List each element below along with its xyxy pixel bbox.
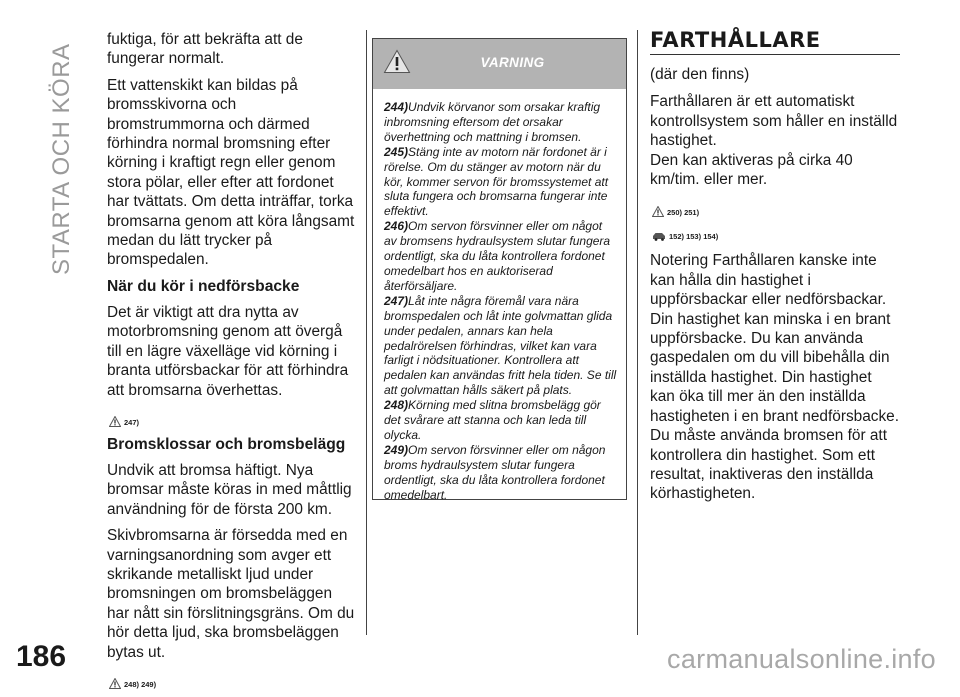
warning-triangle-icon xyxy=(109,416,121,427)
warning-number: 247) xyxy=(384,293,409,308)
warning-header xyxy=(373,39,626,89)
warning-number: 246) xyxy=(384,219,409,234)
reference-numbers: 247) xyxy=(124,417,140,427)
heading-downhill: När du kör i nedförsbacke xyxy=(107,277,300,295)
warning-reference xyxy=(109,669,355,689)
column-braking xyxy=(107,30,355,697)
watermark: carmanualsonline.info xyxy=(667,644,936,674)
section-heading-cruise-control: FARTHÅLLARE xyxy=(650,28,900,55)
paragraph: Undvik att bromsa häftigt. Nya bromsar måste köras in med måttlig användning för de första 200 km. xyxy=(107,461,352,518)
warning-item xyxy=(384,219,618,294)
warning-item xyxy=(384,398,618,443)
warning-text: Stäng inte av motorn när fordonet är i rörelse. Om du stänger av motorn när du kör, kommer servon för bromssystemet att sluta fungera och bromsarna fungerar inte effektivt. xyxy=(384,144,609,219)
warning-item xyxy=(384,100,618,145)
column-divider xyxy=(366,30,367,635)
warning-text: Körning med slitna bromsbelägg gör det svårare att stanna och kan leda till olycka. xyxy=(384,398,601,442)
paragraph: fuktiga, för att bekräfta att de fungerar normalt. xyxy=(107,31,303,68)
warning-reference xyxy=(109,407,355,427)
warning-title: VARNING xyxy=(480,55,545,70)
warning-number: 244) xyxy=(384,100,409,114)
paragraph: (där den finns) xyxy=(650,66,750,83)
note-reference xyxy=(652,221,900,241)
paragraph: Skivbromsarna är försedda med en varningsanordning som avger ett skrikande metalliskt ljud under bromsningen om bromsbeläggen har nått sin förslitningsgräns. Om du hör detta ljud, ska bromsbeläggen bytas ut. xyxy=(107,527,355,661)
column-cruise-control xyxy=(650,28,900,512)
heading-brake-pads: Bromsklossar och bromsbelägg xyxy=(107,435,346,453)
paragraph: Det är viktigt att dra nytta av motorbromsning genom att övergå till en lägre växelläge vid körning i branta utförsbackar för att förhindra att bromsarna överhettas. xyxy=(107,303,349,399)
warning-box xyxy=(372,38,627,500)
warning-list xyxy=(373,89,626,502)
car-icon xyxy=(652,231,666,241)
paragraph: Farthållaren är ett automatiskt kontrollsystem som håller en inställd hastighet. xyxy=(650,93,898,150)
warning-number: 248) xyxy=(384,398,409,413)
warning-text: Om servon försvinner eller om någon broms hydraulsystem slutar fungera ordentligt, ska du låta kontrollera fordonet omedelbart. xyxy=(384,442,606,502)
warning-triangle-icon xyxy=(109,678,121,689)
warning-reference xyxy=(652,197,900,217)
warning-text: Undvik körvanor som orsakar kraftig inbromsning eftersom det orsakar överhettning och mattning i bromsen. xyxy=(384,100,601,144)
reference-numbers: 152) 153) 154) xyxy=(669,232,719,242)
warning-item xyxy=(384,294,618,398)
warning-text: Om servon försvinner eller om något av bromsens hydraulsystem slutar fungera ordentligt, ska du låta kontrollera fordonet omedelbart hos en auktoriserad återförsäljare. xyxy=(384,219,611,293)
column-divider xyxy=(637,30,638,635)
warning-column xyxy=(372,38,627,500)
paragraph: Notering Farthållaren kanske inte kan hålla din hastighet i uppförsbackar eller nedförsbackar. Din hastighet kan minska i en brant uppförsbacke. Du kan använda gaspedalen om du vill bibehålla din inställda hastighet. Din hastighet kan öka till mer än den inställda hastigheten i en brant nedförsbacke. Du måste använda bromsen för att kontrollera din hastighet. Som ett resultat, inaktiveras den inställda körhastigheten. xyxy=(650,252,899,503)
warning-item xyxy=(384,145,618,220)
warning-number: 249) xyxy=(384,442,409,457)
warning-text: Låt inte några föremål vara nära bromspedalen och låt inte golvmattan glida under pedalen, annars kan hela pedalrörelsen förhindras, vilket kan vara farligt i nödsituationer. Kontrollera att pedalen kan användas fritt hela tiden. Se till att golvmattan hålls säkert på plats. xyxy=(384,293,617,398)
reference-numbers: 250) 251) xyxy=(667,208,700,218)
reference-numbers: 248) 249) xyxy=(124,679,157,689)
page-number: 186 xyxy=(16,640,67,673)
warning-number: 245) xyxy=(384,144,409,159)
paragraph: Ett vattenskikt kan bildas på bromsskivorna och bromstrummorna och därmed förhindra normal bromsning efter körning i kraftigt regn eller genom stora pölar, eller efter att fordonet har tvättats. Om detta inträffar, torka bromsarna genom att köra långsamt medan du lätt trycker på bromspedalen. xyxy=(107,76,355,269)
paragraph: Den kan aktiveras på cirka 40 km/tim. eller mer. xyxy=(650,151,853,189)
warning-triangle-icon xyxy=(652,206,664,217)
section-title-vertical: STARTA OCH KÖRA xyxy=(48,43,75,275)
warning-item xyxy=(384,443,618,503)
